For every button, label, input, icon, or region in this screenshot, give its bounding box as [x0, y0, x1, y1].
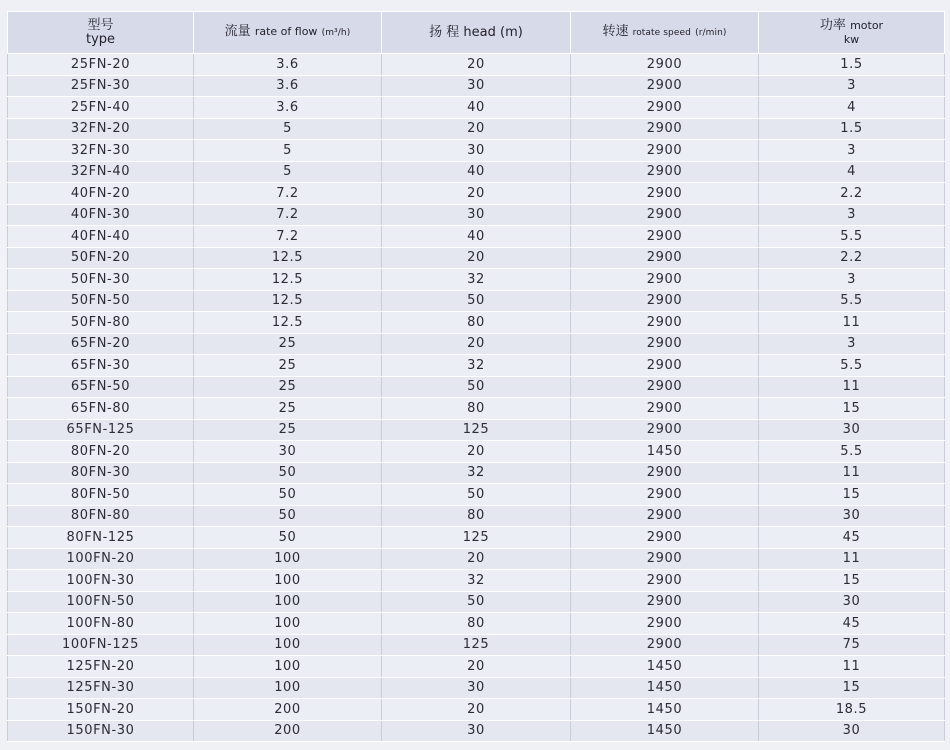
table-row — [8, 97, 945, 119]
cell-speed: 2900 — [571, 634, 759, 656]
table-row — [8, 441, 945, 463]
cell-motor: 5.5 — [759, 290, 945, 312]
cell-flow: 25 — [194, 398, 382, 420]
cell-motor: 45 — [759, 527, 945, 549]
cell-speed: 1450 — [571, 441, 759, 463]
cell-speed: 1450 — [571, 720, 759, 742]
table-row — [8, 613, 945, 635]
cell-type: 50FN-80 — [8, 312, 194, 334]
cell-motor: 5.5 — [759, 355, 945, 377]
table-row — [8, 290, 945, 312]
cell-motor: 11 — [759, 462, 945, 484]
header-type — [8, 12, 194, 54]
cell-flow: 25 — [194, 355, 382, 377]
cell-flow: 3.6 — [194, 97, 382, 119]
table-row — [8, 312, 945, 334]
table-row — [8, 699, 945, 721]
cell-head: 40 — [382, 226, 571, 248]
cell-head: 20 — [382, 699, 571, 721]
cell-type: 125FN-30 — [8, 677, 194, 699]
cell-head: 125 — [382, 634, 571, 656]
cell-head: 30 — [382, 140, 571, 162]
cell-flow: 7.2 — [194, 204, 382, 226]
cell-motor: 11 — [759, 312, 945, 334]
cell-head: 125 — [382, 419, 571, 441]
table-row — [8, 398, 945, 420]
cell-flow: 12.5 — [194, 269, 382, 291]
cell-motor: 15 — [759, 570, 945, 592]
table-row — [8, 376, 945, 398]
cell-speed: 2900 — [571, 54, 759, 76]
cell-speed: 2900 — [571, 591, 759, 613]
table-row — [8, 591, 945, 613]
cell-speed: 2900 — [571, 462, 759, 484]
cell-motor: 3 — [759, 75, 945, 97]
cell-head: 80 — [382, 505, 571, 527]
cell-type: 100FN-125 — [8, 634, 194, 656]
cell-motor: 11 — [759, 376, 945, 398]
cell-speed: 2900 — [571, 118, 759, 140]
header-head-unit: (m) — [500, 24, 523, 40]
cell-speed: 2900 — [571, 527, 759, 549]
cell-motor: 3 — [759, 269, 945, 291]
table-row — [8, 419, 945, 441]
cell-type: 50FN-20 — [8, 247, 194, 269]
header-head — [382, 12, 571, 54]
cell-head: 30 — [382, 720, 571, 742]
cell-flow: 25 — [194, 419, 382, 441]
cell-type: 100FN-20 — [8, 548, 194, 570]
cell-motor: 11 — [759, 656, 945, 678]
cell-type: 65FN-125 — [8, 419, 194, 441]
cell-motor: 4 — [759, 97, 945, 119]
cell-head: 50 — [382, 376, 571, 398]
cell-motor: 2.2 — [759, 247, 945, 269]
cell-motor: 5.5 — [759, 441, 945, 463]
cell-head: 80 — [382, 312, 571, 334]
cell-speed: 2900 — [571, 140, 759, 162]
cell-speed: 1450 — [571, 677, 759, 699]
table-row — [8, 140, 945, 162]
cell-speed: 2900 — [571, 247, 759, 269]
header-row — [8, 12, 945, 54]
cell-type: 32FN-30 — [8, 140, 194, 162]
cell-speed: 2900 — [571, 419, 759, 441]
cell-flow: 3.6 — [194, 75, 382, 97]
cell-type: 65FN-20 — [8, 333, 194, 355]
table-row — [8, 355, 945, 377]
table-row — [8, 720, 945, 742]
cell-speed: 2900 — [571, 398, 759, 420]
cell-speed: 2900 — [571, 333, 759, 355]
header-flow-unit: (m³/h) — [321, 28, 351, 38]
table-row — [8, 462, 945, 484]
cell-head: 30 — [382, 204, 571, 226]
cell-motor: 30 — [759, 591, 945, 613]
cell-flow: 100 — [194, 634, 382, 656]
cell-type: 100FN-30 — [8, 570, 194, 592]
cell-motor: 45 — [759, 613, 945, 635]
cell-speed: 2900 — [571, 204, 759, 226]
cell-head: 20 — [382, 54, 571, 76]
cell-flow: 100 — [194, 548, 382, 570]
cell-type: 25FN-20 — [8, 54, 194, 76]
header-motor-unit: kw — [843, 32, 860, 46]
cell-head: 40 — [382, 161, 571, 183]
cell-motor: 18.5 — [759, 699, 945, 721]
header-speed-cn: 转速 — [602, 24, 629, 39]
cell-flow: 12.5 — [194, 290, 382, 312]
table-row — [8, 226, 945, 248]
cell-flow: 50 — [194, 462, 382, 484]
header-type-cn: 型号 — [87, 17, 114, 33]
table-body — [8, 54, 945, 742]
cell-motor: 30 — [759, 505, 945, 527]
cell-speed: 2900 — [571, 161, 759, 183]
table-row — [8, 484, 945, 506]
cell-type: 25FN-40 — [8, 97, 194, 119]
table-row — [8, 505, 945, 527]
cell-speed: 2900 — [571, 290, 759, 312]
cell-head: 20 — [382, 333, 571, 355]
table-row — [8, 570, 945, 592]
cell-flow: 30 — [194, 441, 382, 463]
cell-head: 50 — [382, 484, 571, 506]
cell-motor: 5.5 — [759, 226, 945, 248]
cell-type: 80FN-30 — [8, 462, 194, 484]
table-row — [8, 677, 945, 699]
cell-flow: 25 — [194, 333, 382, 355]
header-motor-en: motor — [850, 18, 884, 32]
cell-type: 25FN-30 — [8, 75, 194, 97]
cell-flow: 7.2 — [194, 183, 382, 205]
cell-motor: 15 — [759, 398, 945, 420]
cell-head: 80 — [382, 613, 571, 635]
cell-head: 20 — [382, 118, 571, 140]
header-speed-en: rotate speed — [632, 28, 691, 38]
cell-flow: 100 — [194, 570, 382, 592]
cell-type: 32FN-20 — [8, 118, 194, 140]
cell-motor: 30 — [759, 720, 945, 742]
cell-flow: 100 — [194, 677, 382, 699]
cell-head: 32 — [382, 269, 571, 291]
cell-flow: 200 — [194, 720, 382, 742]
cell-motor: 1.5 — [759, 118, 945, 140]
table-row — [8, 183, 945, 205]
table-row — [8, 54, 945, 76]
cell-head: 20 — [382, 441, 571, 463]
table-row — [8, 656, 945, 678]
header-head-en: head — [463, 24, 496, 40]
header-head-cn: 扬 程 — [429, 24, 460, 40]
table-header — [8, 12, 945, 54]
cell-type: 65FN-30 — [8, 355, 194, 377]
cell-type: 80FN-20 — [8, 441, 194, 463]
header-motor-cn: 功率 — [819, 17, 846, 33]
cell-speed: 2900 — [571, 548, 759, 570]
cell-flow: 5 — [194, 118, 382, 140]
cell-motor: 3 — [759, 204, 945, 226]
cell-type: 80FN-80 — [8, 505, 194, 527]
cell-speed: 2900 — [571, 484, 759, 506]
cell-flow: 7.2 — [194, 226, 382, 248]
cell-speed: 2900 — [571, 226, 759, 248]
cell-motor: 2.2 — [759, 183, 945, 205]
cell-motor: 1.5 — [759, 54, 945, 76]
cell-type: 40FN-20 — [8, 183, 194, 205]
cell-head: 80 — [382, 398, 571, 420]
cell-motor: 15 — [759, 677, 945, 699]
cell-speed: 2900 — [571, 613, 759, 635]
cell-speed: 2900 — [571, 312, 759, 334]
cell-flow: 50 — [194, 484, 382, 506]
cell-type: 40FN-40 — [8, 226, 194, 248]
cell-speed: 2900 — [571, 97, 759, 119]
header-speed — [571, 12, 759, 54]
cell-flow: 3.6 — [194, 54, 382, 76]
header-flow — [194, 12, 382, 54]
cell-flow: 100 — [194, 656, 382, 678]
cell-head: 20 — [382, 247, 571, 269]
cell-type: 100FN-50 — [8, 591, 194, 613]
header-flow-en: rate of flow — [254, 25, 318, 38]
cell-type: 50FN-50 — [8, 290, 194, 312]
cell-speed: 1450 — [571, 699, 759, 721]
cell-head: 50 — [382, 591, 571, 613]
table-row — [8, 527, 945, 549]
cell-type: 65FN-50 — [8, 376, 194, 398]
header-motor — [759, 12, 945, 54]
cell-head: 40 — [382, 97, 571, 119]
cell-speed: 1450 — [571, 656, 759, 678]
cell-motor: 11 — [759, 548, 945, 570]
cell-type: 100FN-80 — [8, 613, 194, 635]
cell-flow: 12.5 — [194, 312, 382, 334]
table-row — [8, 161, 945, 183]
cell-motor: 4 — [759, 161, 945, 183]
cell-motor: 75 — [759, 634, 945, 656]
cell-head: 30 — [382, 677, 571, 699]
cell-speed: 2900 — [571, 570, 759, 592]
table-row — [8, 269, 945, 291]
cell-flow: 100 — [194, 613, 382, 635]
header-speed-unit: (r/min) — [695, 28, 727, 38]
cell-head: 20 — [382, 656, 571, 678]
cell-flow: 50 — [194, 527, 382, 549]
cell-head: 32 — [382, 355, 571, 377]
cell-flow: 25 — [194, 376, 382, 398]
cell-type: 125FN-20 — [8, 656, 194, 678]
table-row — [8, 75, 945, 97]
cell-head: 50 — [382, 290, 571, 312]
table-row — [8, 548, 945, 570]
table-row — [8, 634, 945, 656]
pump-spec-table — [7, 11, 945, 742]
cell-speed: 2900 — [571, 183, 759, 205]
cell-type: 65FN-80 — [8, 398, 194, 420]
cell-speed: 2900 — [571, 505, 759, 527]
table-row — [8, 204, 945, 226]
cell-type: 80FN-50 — [8, 484, 194, 506]
cell-motor: 15 — [759, 484, 945, 506]
cell-head: 32 — [382, 462, 571, 484]
cell-motor: 30 — [759, 419, 945, 441]
cell-flow: 50 — [194, 505, 382, 527]
cell-flow: 100 — [194, 591, 382, 613]
cell-motor: 3 — [759, 333, 945, 355]
cell-motor: 3 — [759, 140, 945, 162]
cell-type: 50FN-30 — [8, 269, 194, 291]
cell-speed: 2900 — [571, 355, 759, 377]
cell-flow: 5 — [194, 161, 382, 183]
cell-speed: 2900 — [571, 75, 759, 97]
cell-type: 32FN-40 — [8, 161, 194, 183]
header-type-en: type — [85, 31, 116, 47]
cell-type: 40FN-30 — [8, 204, 194, 226]
cell-flow: 5 — [194, 140, 382, 162]
table-row — [8, 118, 945, 140]
cell-flow: 200 — [194, 699, 382, 721]
cell-type: 150FN-20 — [8, 699, 194, 721]
cell-speed: 2900 — [571, 376, 759, 398]
cell-type: 150FN-30 — [8, 720, 194, 742]
cell-head: 30 — [382, 75, 571, 97]
header-flow-cn: 流量 — [224, 24, 251, 39]
table-row — [8, 333, 945, 355]
cell-speed: 2900 — [571, 269, 759, 291]
cell-head: 20 — [382, 183, 571, 205]
cell-type: 80FN-125 — [8, 527, 194, 549]
table-row — [8, 247, 945, 269]
cell-flow: 12.5 — [194, 247, 382, 269]
cell-head: 20 — [382, 548, 571, 570]
cell-head: 125 — [382, 527, 571, 549]
cell-head: 32 — [382, 570, 571, 592]
